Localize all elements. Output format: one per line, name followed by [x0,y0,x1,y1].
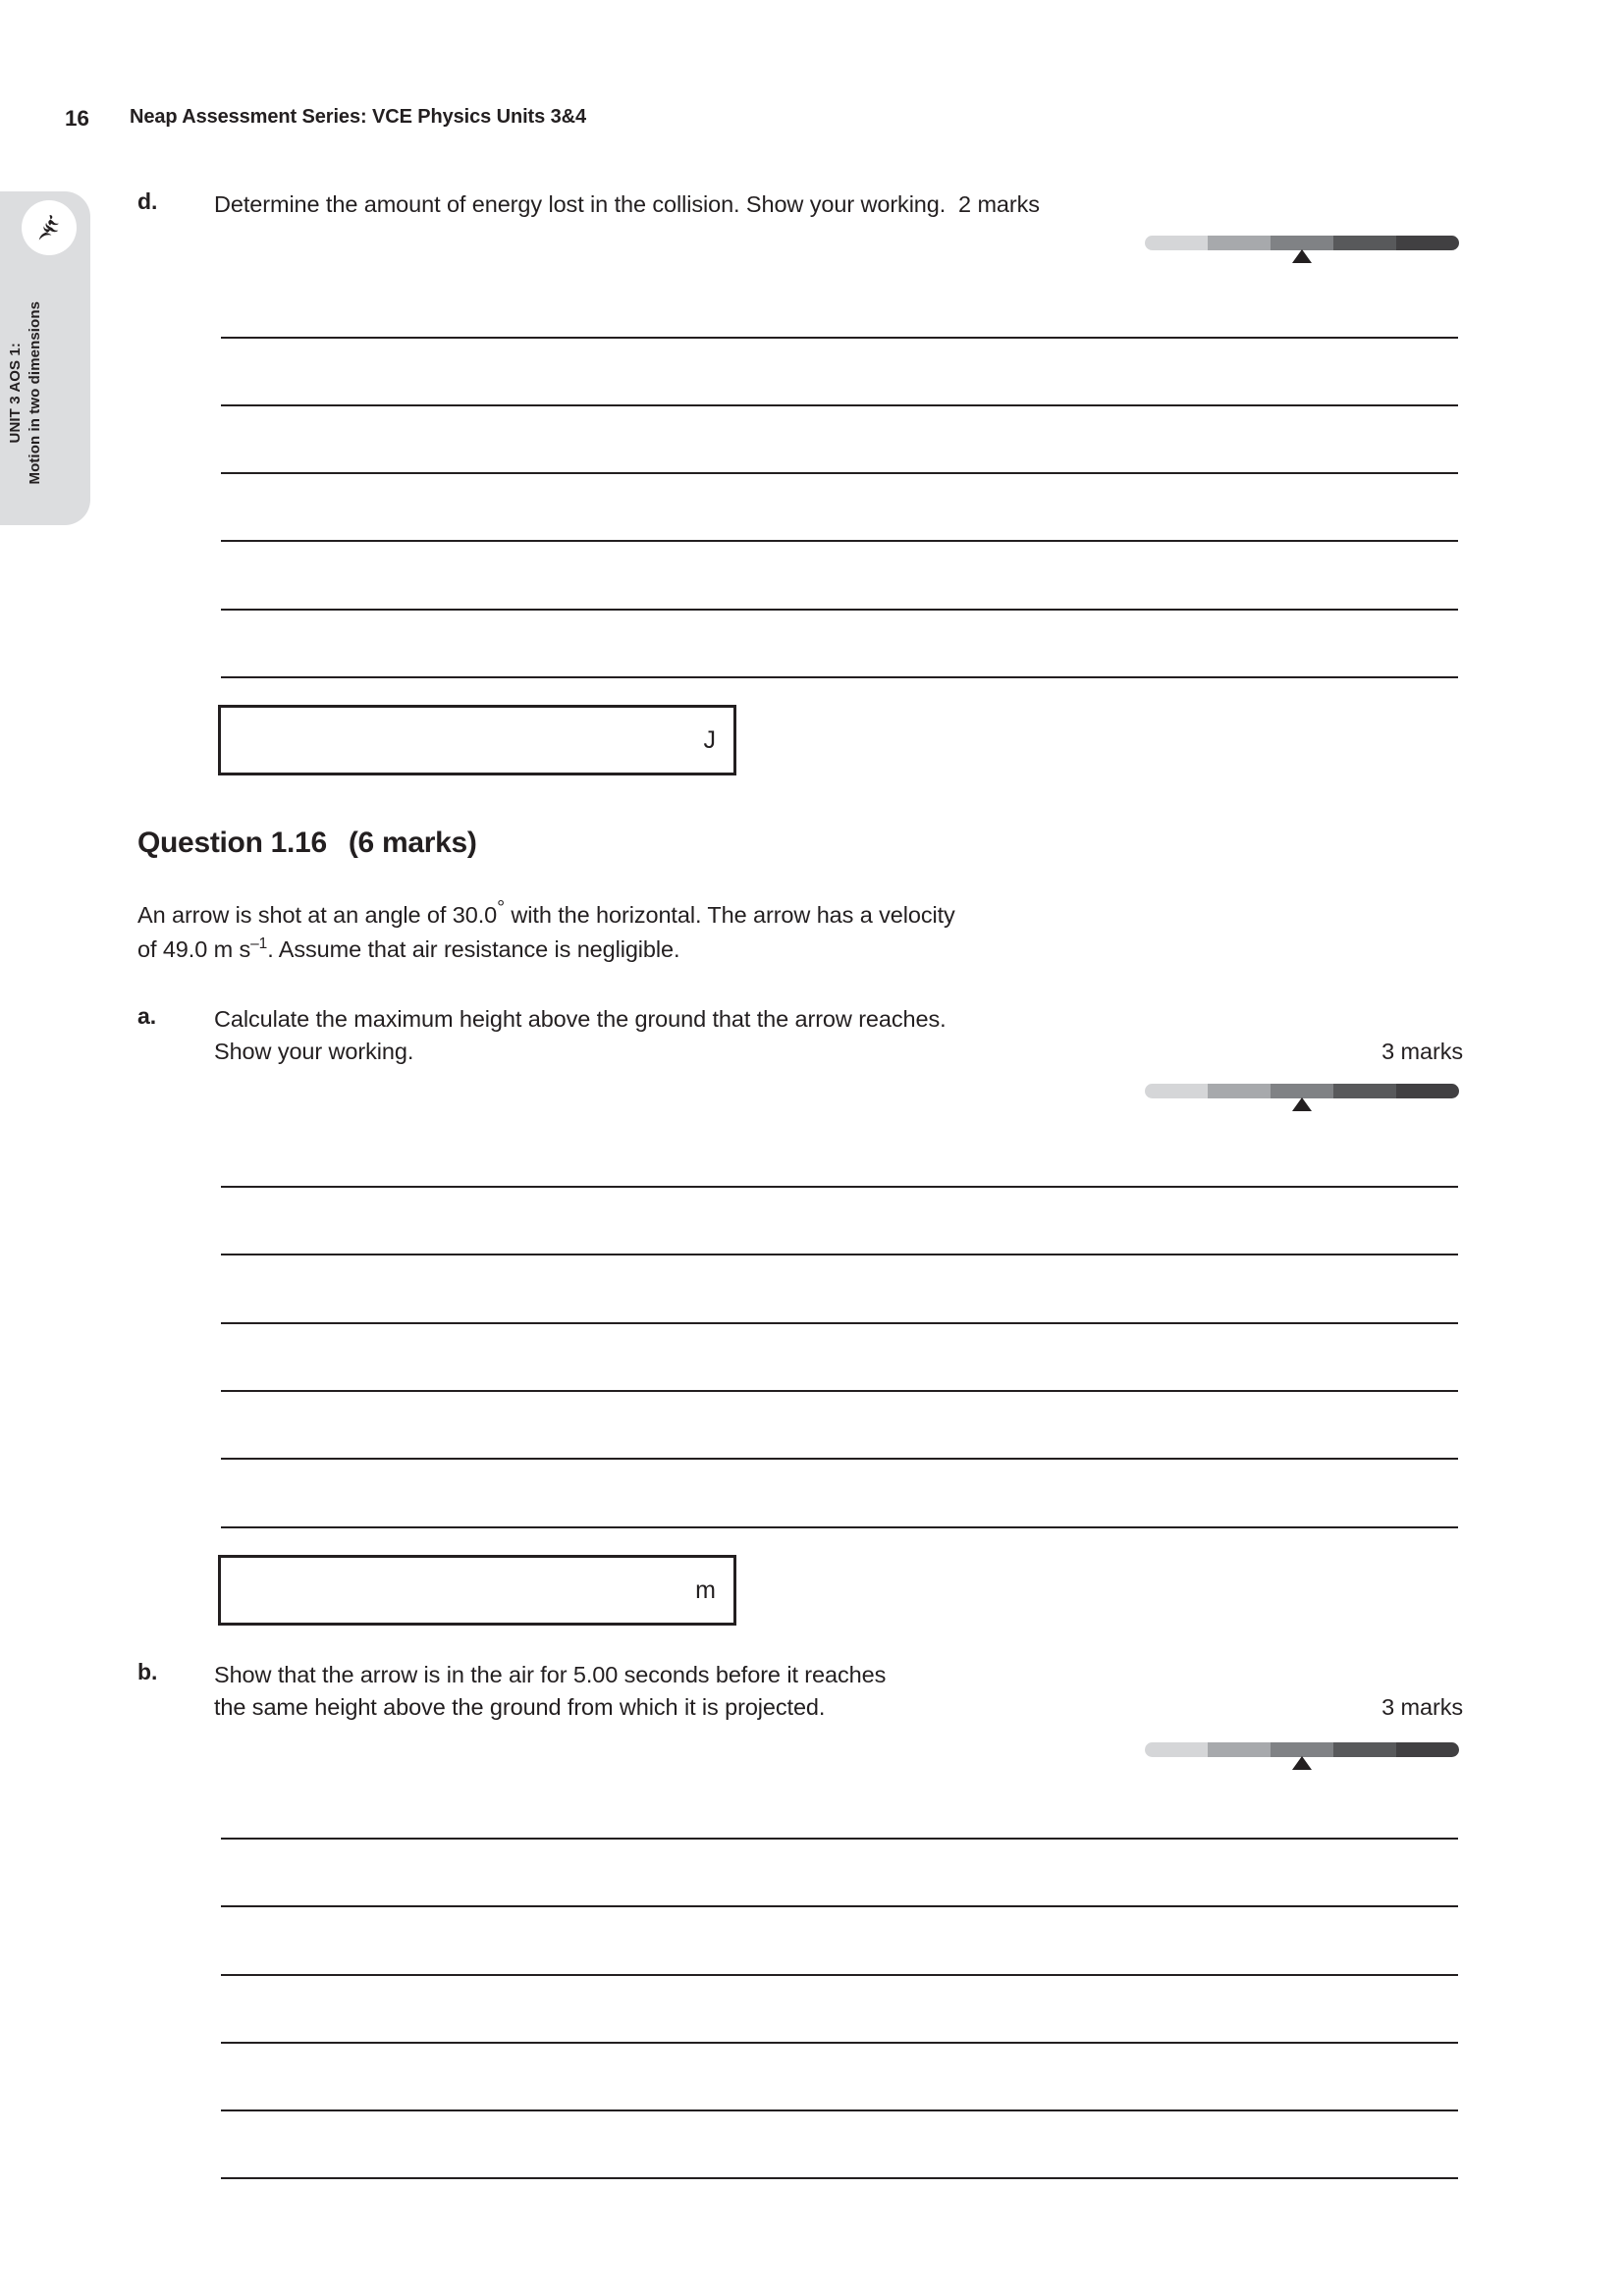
difficulty-meter-part-d [1145,236,1459,263]
writing-line [221,472,1458,474]
difficulty-pointer-icon [1292,249,1312,263]
part-a-text-line-1 [214,1003,1463,1036]
part-d-label: d. [137,188,158,214]
part-a-question-text-1: Calculate the maximum height above the ground that the arrow reaches. [214,1006,947,1032]
difficulty-segment-1 [1145,1084,1208,1098]
answer-box-part-d[interactable] [218,705,736,775]
question-heading [137,827,477,860]
writing-line [221,2177,1458,2179]
stem-text-2: with the horizontal. The arrow has a velocity [505,902,955,928]
difficulty-segment-2 [1208,1084,1271,1098]
part-b-body [214,1659,1463,1725]
difficulty-bar [1145,1084,1459,1098]
difficulty-segment-4 [1333,236,1396,250]
difficulty-segment-3 [1271,1084,1333,1098]
writing-line [221,1458,1458,1460]
question-number: Question 1.16 [137,827,327,859]
writing-line [221,1322,1458,1324]
part-b-marks: 3 marks [1381,1694,1463,1721]
question-stem [137,898,1463,968]
part-d-body [214,188,1463,221]
difficulty-segment-2 [1208,1742,1271,1757]
difficulty-segment-4 [1333,1084,1396,1098]
part-a-body [214,1003,1463,1069]
writing-line [221,1390,1458,1392]
writing-line [221,2109,1458,2111]
part-d-text [214,188,1463,221]
difficulty-segment-5 [1396,236,1459,250]
degree-symbol: ° [497,897,505,920]
difficulty-bar [1145,1742,1459,1757]
writing-line [221,609,1458,611]
stem-text-1: An arrow is shot at an angle of 30.0 [137,902,498,928]
part-b-label: b. [137,1659,158,1684]
answer-unit-label: J [703,725,716,754]
writing-line [221,1905,1458,1907]
difficulty-segment-2 [1208,236,1271,250]
writing-line [221,404,1458,406]
page-number: 16 [65,106,89,131]
difficulty-segment-5 [1396,1084,1459,1098]
writing-line [221,540,1458,542]
difficulty-segment-3 [1271,236,1333,250]
stem-text-4: . Assume that air resistance is negligible. [267,936,680,963]
difficulty-segment-1 [1145,236,1208,250]
writing-line [221,1974,1458,1976]
part-a-text-line-2 [214,1036,1463,1068]
difficulty-pointer-icon [1292,1097,1312,1111]
difficulty-segment-3 [1271,1742,1333,1757]
difficulty-meter-part-a [1145,1084,1459,1111]
question-total-marks: (6 marks) [348,827,477,859]
difficulty-segment-5 [1396,1742,1459,1757]
side-tab-unit-label: UNIT 3 AOS 1: [6,342,24,444]
part-b-question-text-1: Show that the arrow is in the air for 5.00 seconds before it reaches [214,1662,887,1687]
writing-line [221,1254,1458,1255]
part-a-question-text-2: Show your working. [214,1039,414,1065]
stem-exponent: –1 [250,935,268,953]
part-a-label: a. [137,1003,157,1029]
part-b-text-line-1 [214,1659,1463,1691]
writing-line [221,676,1458,678]
part-b-text-line-2 [214,1691,1463,1724]
part-b-question-text-2: the same height above the ground from which it is projected. [214,1694,826,1721]
difficulty-segment-4 [1333,1742,1396,1757]
part-d-question-text: Determine the amount of energy lost in the collision. Show your working. [214,191,947,217]
stem-text-3: of 49.0 m s [137,936,251,963]
difficulty-meter-part-b [1145,1742,1459,1770]
part-a-marks: 3 marks [1381,1039,1463,1065]
writing-line [221,1838,1458,1840]
writing-line [221,337,1458,339]
difficulty-pointer-icon [1292,1756,1312,1770]
writing-line [221,1186,1458,1188]
answer-box-part-a[interactable] [218,1555,736,1626]
difficulty-segment-1 [1145,1742,1208,1757]
page-title: Neap Assessment Series: VCE Physics Units 3&4 [130,106,586,128]
answer-unit-label: m [695,1575,716,1604]
part-d-marks: 2 marks [958,191,1040,217]
side-tab-topic-label: Motion in two dimensions [27,300,43,485]
writing-line [221,1526,1458,1528]
difficulty-bar [1145,236,1459,250]
writing-line [221,2042,1458,2044]
